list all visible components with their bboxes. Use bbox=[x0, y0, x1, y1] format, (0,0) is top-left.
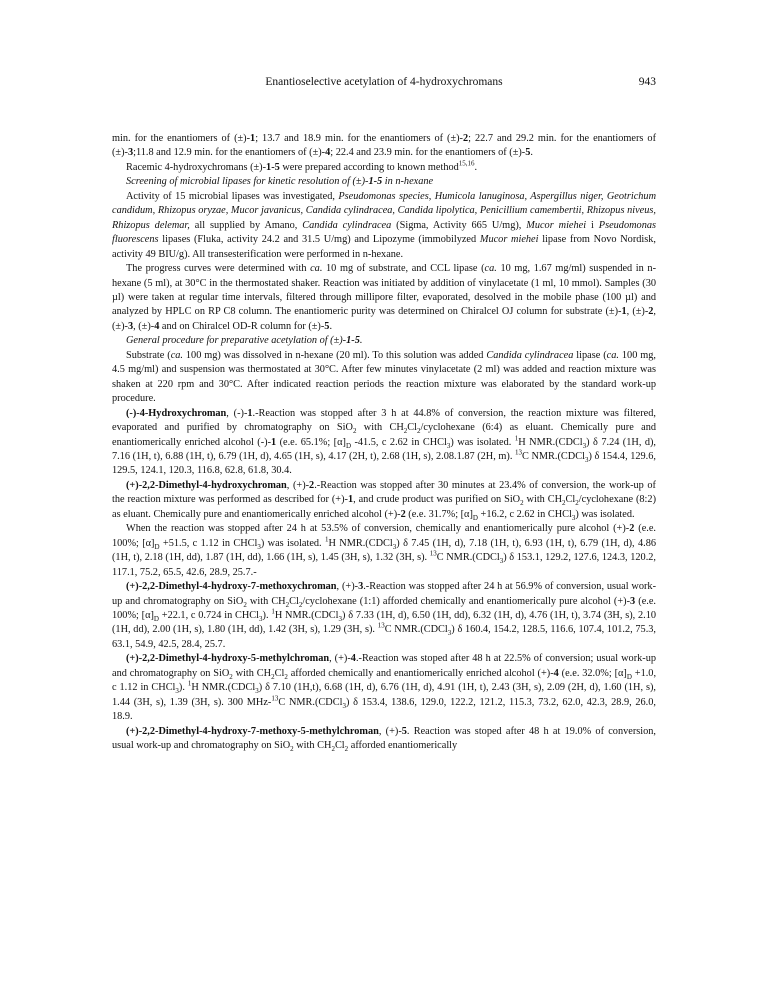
paragraph-progress-curves: The progress curves were determined with ca. 10 mg of substrate, and CCL lipase (ca. 10 mg, 1.67 mg/ml) suspended in n-hexane (5 ml), at 30°C in the thermostated shaker. Reaction was initiated by addition of vinylacetate (1 ml, 10 mmol). Samples (30 µl) were taken at regular time intervals, filtered through millipore filter, evaporated, desolved in the mobile phase (100 µl) and analyzed by HPLC on RP C8 column. The enantiomeric purity was determined on Chiralcel OJ column for substrate (±)-1, (±)-2, (±)-3, (±)-4 and on Chiralcel OD-R column for (±)-5. bbox=[112, 263, 657, 332]
compound-5-title: (+)-2,2-Dimethyl-4-hydroxy-7-methoxy-5-methylchroman bbox=[126, 725, 379, 737]
subheading-lipase-screening: Screening of microbial lipases for kinetic resolution of (±)-1-5 in n-hexane bbox=[126, 176, 434, 188]
reference-citation: 15,16 bbox=[458, 159, 475, 168]
paragraph-compound-4: (+)-2,2-Dimethyl-4-hydroxy-5-methylchroman, (+)-4.-Reaction was stoped after 48 h at 22.5% of conversion; usual work-up and chromatography on SiO$_2$ with $CH_2Cl_2$ afforded chemically and enantiomerically enriched alcohol (+)-4 (e.e. 32.0%; $[\alpha]_D +1.0$, c 1.12 in CHCl$_3$). $^1$H NMR.(CDCl$_3$) δ 7.10 (1H,t), 6.68 (1H, d), 6.76 (1H, d), 4.91 (1H, t), 2.43 (3H, s), 2.09 (2H, d), 1.60 (1H, s), 1.44 (3H, s), 1.39 (3H, s). 300 MHz-$^{13}$C NMR.(CDCl$_3$) δ 153.4, 138.6, 129.0, 122.2, 121.2, 115.3, 73.2, 62.0, 42.3, 28.9, 26.0, 18.9. bbox=[112, 653, 657, 723]
paragraph-substrate-procedure: Substrate (ca. 100 mg) was dissolved in n-hexane (20 ml). To this solution was added Candida cylindracea lipase (ca. 100 mg, 4.5 mg/ml) and suspension was thermostated at 30°C. After few minutes vinylacetate (2 ml) was added and reaction mixture was shaken at 220 rpm and 30°C. After indicated reaction periods the reaction mixture was elaborated by the standard work-up procedure. bbox=[112, 349, 656, 405]
compound-4-title: (+)-2,2-Dimethyl-4-hydroxy-5-methylchroman bbox=[126, 653, 330, 665]
page-header bbox=[112, 76, 656, 94]
paragraph-hplc-retention-times: min. for the enantiomers of (±)-1; 13.7 and 18.9 min. for the enantiomers of (±)-2; 22.7 and 29.2 min. for the enantiomers of (±)-3;11.8 and 12.9 min. for the enantiomers of (±)-4; 22.4 and 23.9 min. for the enantiomers of (±)-5. bbox=[112, 133, 656, 159]
paragraph-compound-2: (+)-2,2-Dimethyl-4-hydroxychroman, (+)-2.-Reaction was stopped after 30 minutes at 23.4% of conversion, the work-up of the reaction mixture was performed as described for (+)-1, and crude product was purified on SiO$_2$ with $CH_2Cl_2$/cyclohexane (8:2) as eluant. Chemically pure and enantiomerically enriched alcohol (+)-2 (e.e. 31.7%; $[\alpha]_D +16.2$, c 2.62 in CHCl$_3$) was isolated. bbox=[112, 479, 656, 522]
article-body bbox=[112, 132, 656, 753]
compound-1-title: (-)-4-Hydroxychroman bbox=[126, 407, 227, 419]
paragraph-compound-5: (+)-2,2-Dimethyl-4-hydroxy-7-methoxy-5-methylchroman, (+)-5. Reaction was stoped after 48 h at 19.0% of conversion, usual work-up and chromatography on SiO$_2$ with $CH_2Cl_2$ afforded enantiomerically bbox=[112, 725, 656, 754]
paragraph-compound-2-pure: When the reaction was stopped after 24 h at 53.5% of conversion, chemically and enantiomerically pure alcohol (+)-2 (e.e. 100%; $[\alpha]_D +51.5$, c 1.12 in CHCl$_3$) was isolated. $^1$H NMR.(CDCl$_3$) δ 7.45 (1H, d), 7.18 (1H, t), 6.93 (1H, t), 6.79 (1H, d), 4.86 (1H, t), 2.18 (1H, dd), 1.87 (1H, dd), 1.66 (1H, s), 1.45 (3H, s), 1.32 (3H, s). $^{13}$C NMR.(CDCl$_3$) δ 153.1, 129.2, 127.6, 124.3, 120.2, 117.1, 75.2, 65.5, 42.6, 28.9, 25.7.- bbox=[112, 523, 657, 578]
paragraph-compound-3: (+)-2,2-Dimethyl-4-hydroxy-7-methoxychroman, (+)-3.-Reaction was stopped after 24 h at 56.9% of conversion, usual work-up and chromatography on SiO$_2$ with $CH_2Cl_2$/cyclohexane (1:1) afforded chemically and enantiomerically pure alcohol (+)-3 (e.e. 100%; $[\alpha]_D +22.1$, c 0.724 in CHCl$_3$). $^1$H NMR.(CDCl$_3$) δ 7.33 (1H, d), 6.50 (1H, dd), 6.32 (1H, d), 4.76 (1H, t), 3.74 (3H, s), 2.10 (1H, dd), 2.00 (1H, s), 1.80 (1H, dd), 1.42 (3H, s), 1.29 (3H, s). $^{13}$C NMR.(CDCl$_3$) δ 160.4, 154.2, 128.5, 116.6, 107.4, 101.2, 75.3, 63.1, 54.9, 42.5, 28.4, 25.7. bbox=[112, 581, 657, 650]
paragraph-compound-1: (-)-4-Hydroxychroman, (-)-1.-Reaction was stopped after 3 h at 44.8% of conversion, the reaction mixture was filtered, evaporated and purified by chromatography on SiO$_2$ with $CH_2Cl_2$/cyclohexane (6:4) as eluant. Chemically pure and enantiomerically enriched alcohol (-)-1 (e.e. 65.1%; $[\alpha]_D$ -41.5, c 2.62 in CHCl$_3$) was isolated. $^1$H NMR.(CDCl$_3$) δ 7.24 (1H, d), 7.16 (1H, t), 6.88 (1H, t), 6.79 (1H, d), 4.65 (1H, s), 4.17 (2H, t), 2.68 (1H, s), 2.08.1.87 (2H, m). $^{13}$C NMR.(CDCl$_3$) δ 154.4, 129.6, 129.5, 124.1, 120.3, 116.8, 62.8, 61.8, 30.4. bbox=[112, 407, 657, 477]
paragraph-lipase-activity: Activity of 15 microbial lipases was investigated, Pseudomonas species, Humicola lanuginosa, Aspergillus niger, Geotrichum candidum, Rhizopus oryzae, Mucor javanicus, Candida cylindracea, Candida lipolytica, Penicillium camembertii, Rhizopus niveus, Rhizopus delemar, all supplied by Amano, Candida cylindracea (Sigma, Activity 665 U/mg), Mucor miehei i Pseudomonas fluorescens lipases (Fluka, activity 24.2 and 31.5 U/mg) and Lipozyme (immobilyzed Mucor miehei lipase from Novo Nordisk, activity 49 BIU/g). All transesterification were performed in n-hexane. bbox=[112, 190, 657, 260]
compound-2-title: (+)-2,2-Dimethyl-4-hydroxychroman bbox=[126, 479, 287, 491]
page-number: 943 bbox=[638, 76, 656, 88]
subheading-general-procedure: General procedure for preparative acetylation of (±)-1-5. bbox=[126, 335, 363, 347]
running-title: Enantioselective acetylation of 4-hydroxychromans bbox=[265, 76, 503, 88]
paragraph-racemic-preparation: Racemic 4-hydroxychromans (±)-1-5 were prepared according to known method$^{15,16}$. bbox=[126, 159, 478, 173]
compound-3-title: (+)-2,2-Dimethyl-4-hydroxy-7-methoxychroman bbox=[126, 581, 337, 593]
